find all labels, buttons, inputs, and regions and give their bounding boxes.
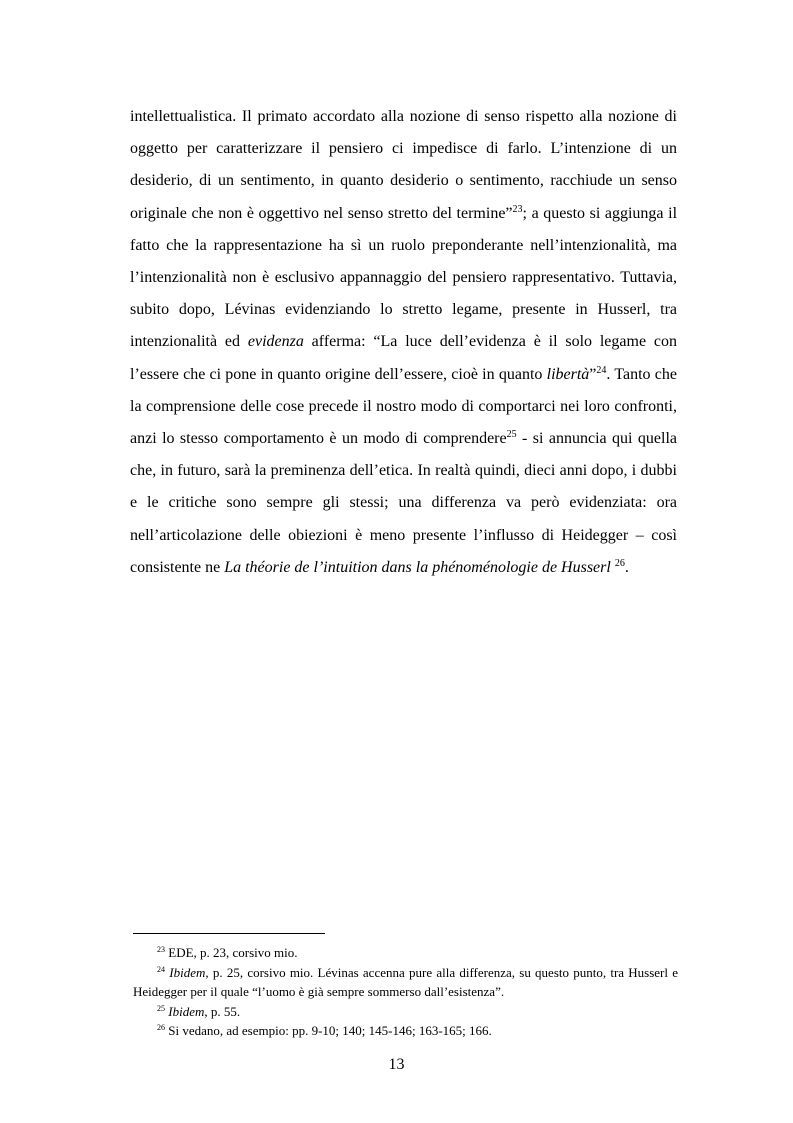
body-text-segment: afferma: “La luce dell’evidenza è il solo legame con l’essere che ci pone in quanto origine dell’essere, cioè in quanto [130,333,677,383]
page-number: 13 [388,1056,405,1073]
footnote-text: , p. 25, corsivo mio. Lévinas accenna pure alla differenza, su questo punto, tra Husserl e Heidegger per il quale “l’uomo è già sempre sommerso dall’esistenza”. [133,964,679,999]
footnote-text: , p. 55. [204,1003,241,1019]
footnote-23 [133,943,678,963]
footnote-ref-23: 23 [512,203,523,215]
italic-term-evidenza: evidenza [247,333,304,351]
closing-quote: ” [589,365,597,383]
body-text-segment: ; a questo si aggiunga il fatto che la rappresentazione ha sì un ruolo preponderante nell’intenzionalità, ma l’intenzionalità non è esclusivo appannaggio del pensiero rappresentativo. Tuttavia, subito dopo, Lévinas evidenziando lo stretto legame, presente in Husserl, tra intenzionalità ed [130,204,678,351]
body-text-segment: . [624,558,629,576]
footnote-text: EDE, p. 23, corsivo mio. [165,945,298,960]
body-paragraph [130,101,677,584]
footnote-26 [133,1021,678,1041]
footnote-ref-25: 25 [506,429,517,441]
footnote-number: 26 [157,1023,165,1032]
footnote-italic: Ibidem [168,1003,205,1019]
body-text-segment: - si annuncia qui quella che, in futuro, sarà la preminenza dell’etica. In realtà quindi, dieci anni dopo, i dubbi e le critiche sono sempre gli stessi; una differenza va però evidenziata: ora nell’articolazione delle obiezioni è meno presente l’influsso di Heidegger – così consistente ne [130,430,678,576]
footnote-number: 25 [157,1003,165,1013]
footnotes [133,943,678,1041]
footnote-24 [133,963,678,1002]
italic-book-title: La théorie de l’intuition dans la phénoménologie de Husserl [224,558,611,576]
footnote-italic: Ibidem [169,964,206,980]
footnote-number: 23 [157,945,165,954]
footnote-number: 24 [157,964,165,974]
footnote-separator [133,933,325,934]
footnote-text: Si vedano, ad esempio: pp. 9-10; 140; 145-146; 163-165; 166. [165,1023,492,1038]
footnote-ref-24: 24 [596,364,607,376]
body-text-segment: . Tanto che la comprensione delle cose precede il nostro modo di comportarci nei loro confronti, anzi lo stesso comportamento è un modo di comprendere [130,365,677,448]
body-text-segment: intellettualistica. Il primato accordato alla nozione di senso rispetto alla nozione di oggetto per caratterizzare il pensiero ci impedisce di farlo. L’intenzione di un desiderio, di un sentimento, in quanto desiderio o sentimento, racchiude un senso originale che non è oggettivo nel senso stretto del termine” [130,108,677,222]
footnote-ref-26: 26 [614,557,625,569]
footnote-25 [133,1002,678,1022]
italic-term-liberta: libertà [546,365,590,383]
